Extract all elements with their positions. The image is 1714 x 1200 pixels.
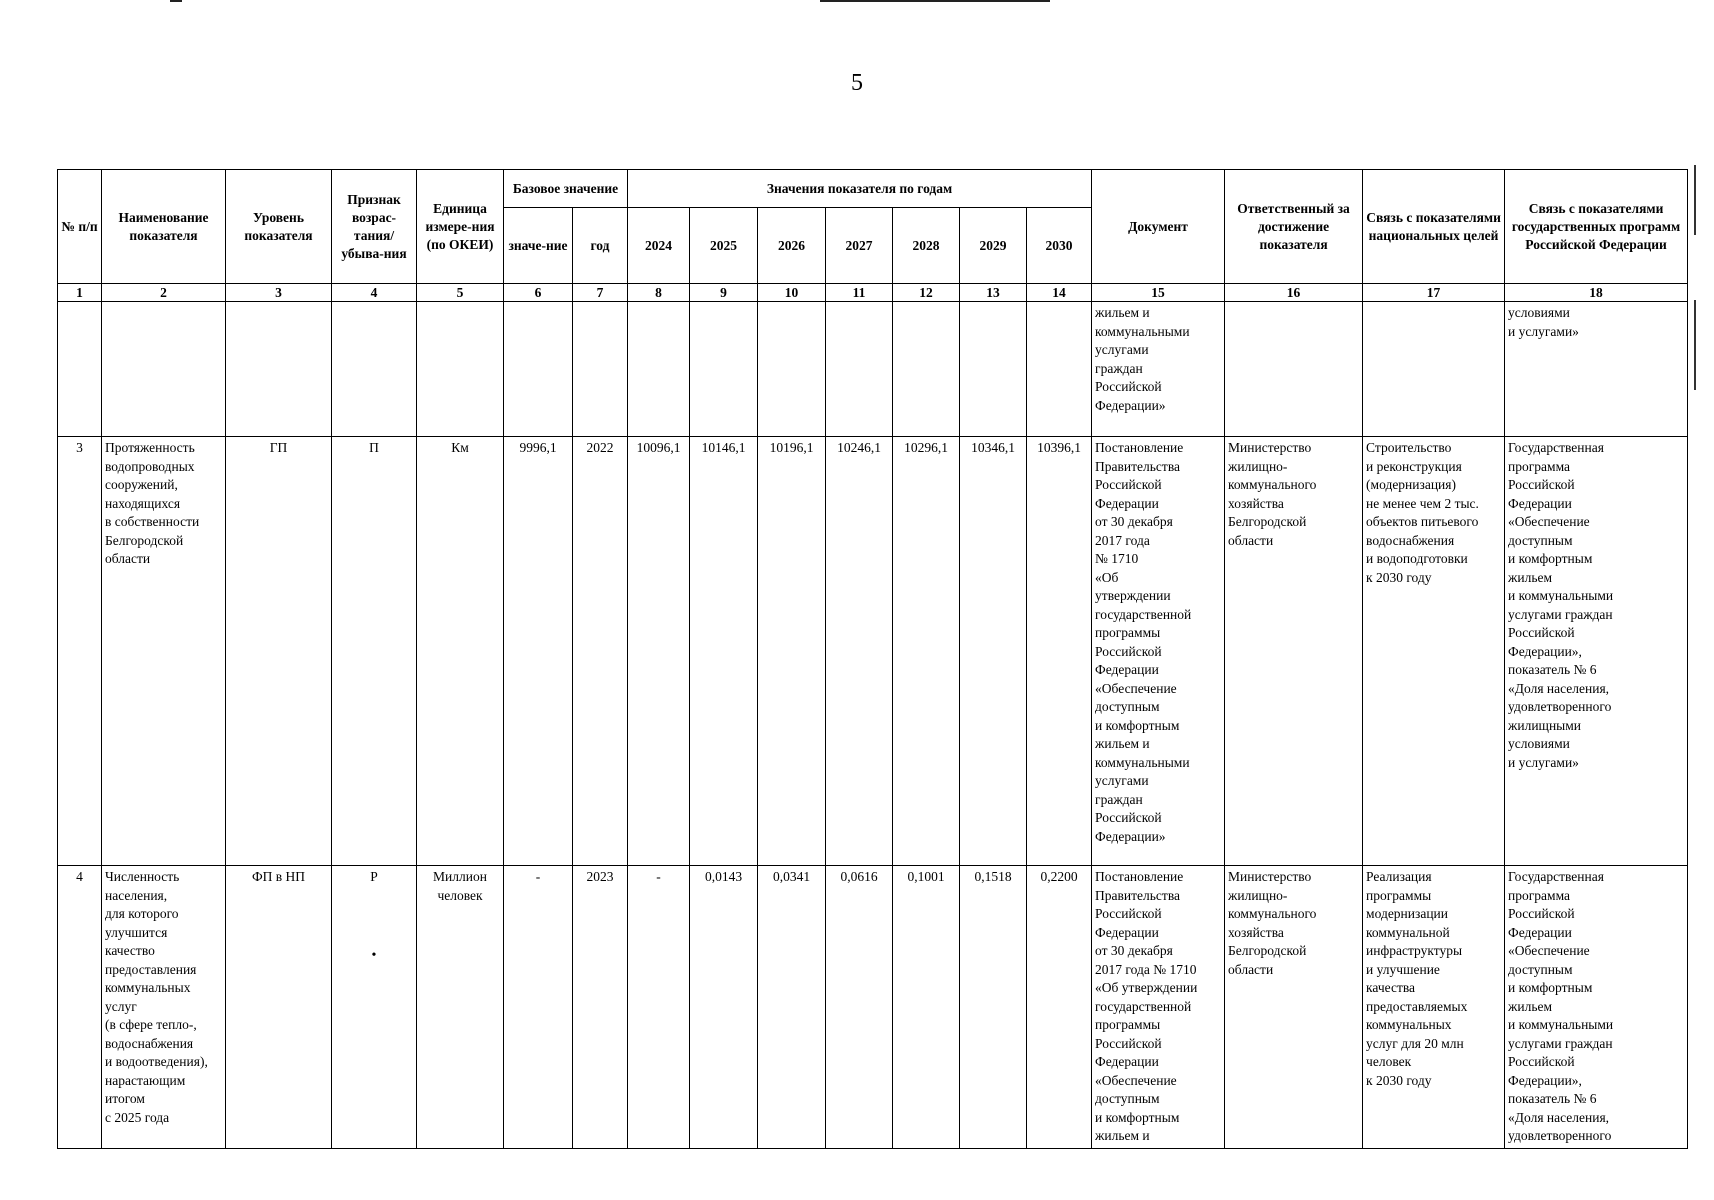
header-sign: Признак возрас-тания/ убыва-ния (332, 170, 417, 284)
cell-value-2030 (1027, 302, 1092, 437)
cell-value-2024: 10096,1 (628, 437, 690, 866)
cell-num (58, 302, 102, 437)
table-row (58, 302, 1688, 437)
cell-level: ГП (226, 437, 332, 866)
cell-name: Численность населения, для которого улучшится качество предоставления коммунальных услуг (в сфере тепло-, водоснабжения и водоотведения), нарастающим итогом с 2025 года (102, 866, 226, 1149)
cell-value-2025: 0,0143 (690, 866, 758, 1149)
column-number: 2 (102, 284, 226, 302)
cell-value-2029: 0,1518 (960, 866, 1027, 1149)
header-year-2028: 2028 (893, 208, 960, 284)
column-number: 17 (1363, 284, 1505, 302)
column-number: 7 (573, 284, 628, 302)
cell-num: 3 (58, 437, 102, 866)
header-values-by-year: Значения показателя по годам (628, 170, 1092, 208)
column-number: 10 (758, 284, 826, 302)
header-name: Наименование показателя (102, 170, 226, 284)
cell-national-goals: Строительство и реконструкция (модернизация) не менее чем 2 тыс. объектов питьевого водоснабжения и водоподготовки к 2030 году (1363, 437, 1505, 866)
scan-edge-mark (1694, 165, 1696, 235)
cell-value-2030: 0,2200 (1027, 866, 1092, 1149)
cell-base-value (504, 302, 573, 437)
header-num: № п/п (58, 170, 102, 284)
cell-base-year (573, 302, 628, 437)
page-number: 5 (851, 70, 863, 96)
header-base: Базовое значение (504, 170, 628, 208)
cell-national-goals (1363, 302, 1505, 437)
column-number: 14 (1027, 284, 1092, 302)
column-number: 6 (504, 284, 573, 302)
scan-mark-right (820, 0, 1050, 2)
scan-mark-left (170, 0, 182, 2)
header-unit: Единица измере-ния (по ОКЕИ) (417, 170, 504, 284)
cell-unit: Км (417, 437, 504, 866)
column-number: 12 (893, 284, 960, 302)
cell-value-2027 (826, 302, 893, 437)
cell-state-programs: Государственная программа Российской Федерации «Обеспечение доступным и комфортным жильем и коммунальными услугами граждан Российской Федерации», показатель № 6 «Доля населения, удовлетворенного (1505, 866, 1688, 1149)
cell-base-value: - (504, 866, 573, 1149)
cell-value-2025 (690, 302, 758, 437)
cell-level: ФП в НП (226, 866, 332, 1149)
header-year-2024: 2024 (628, 208, 690, 284)
cell-value-2025: 10146,1 (690, 437, 758, 866)
cell-document: Постановление Правительства Российской Федерации от 30 декабря 2017 года № 1710 «Об утверждении государственной программы Российской Федерации «Обеспечение доступным и комфортным жильем и коммунальными услугами граждан Российской Федерации» (1092, 437, 1225, 866)
cell-document: Постановление Правительства Российской Федерации от 30 декабря 2017 года № 1710 «Об утверждении государственной программы Российской Федерации «Обеспечение доступным и комфортным жильем и (1092, 866, 1225, 1149)
cell-value-2028: 10296,1 (893, 437, 960, 866)
cell-value-2027: 10246,1 (826, 437, 893, 866)
cell-document: жильем и коммунальными услугами граждан Российской Федерации» (1092, 302, 1225, 437)
column-numbers-row (58, 284, 1688, 302)
column-number: 5 (417, 284, 504, 302)
column-number: 16 (1225, 284, 1363, 302)
column-number: 8 (628, 284, 690, 302)
cell-name (102, 302, 226, 437)
cell-level (226, 302, 332, 437)
cell-responsible: Министерство жилищно- коммунального хозяйства Белгородской области (1225, 866, 1363, 1149)
header-year-2026: 2026 (758, 208, 826, 284)
header-state-programs: Связь с показателями государственных программ Российской Федерации (1505, 170, 1688, 284)
column-number: 1 (58, 284, 102, 302)
header-national-goals: Связь с показателями национальных целей (1363, 170, 1505, 284)
header-year-2029: 2029 (960, 208, 1027, 284)
column-number: 11 (826, 284, 893, 302)
cell-sign (332, 302, 417, 437)
cell-sign: П (332, 437, 417, 866)
cell-value-2028 (893, 302, 960, 437)
cell-value-2026: 0,0341 (758, 866, 826, 1149)
cell-value-2024: - (628, 866, 690, 1149)
cell-state-programs: условиями и услугами» (1505, 302, 1688, 437)
cell-base-year: 2023 (573, 866, 628, 1149)
cell-value-2026 (758, 302, 826, 437)
cell-value-2029 (960, 302, 1027, 437)
column-number: 4 (332, 284, 417, 302)
column-number: 15 (1092, 284, 1225, 302)
header-base-value: значе-ние (504, 208, 573, 284)
header-document: Документ (1092, 170, 1225, 284)
header-base-year: год (573, 208, 628, 284)
cell-state-programs: Государственная программа Российской Федерации «Обеспечение доступным и комфортным жильем и коммунальными услугами граждан Российской Федерации», показатель № 6 «Доля населения, удовлетворенного жилищными условиями и услугами» (1505, 437, 1688, 866)
cell-sign-wrap (332, 866, 417, 1149)
cell-value-2027: 0,0616 (826, 866, 893, 1149)
table-row (58, 866, 1688, 1149)
cell-value-2029: 10346,1 (960, 437, 1027, 866)
header-year-2027: 2027 (826, 208, 893, 284)
cell-responsible (1225, 302, 1363, 437)
header-level: Уровень показателя (226, 170, 332, 284)
column-number: 13 (960, 284, 1027, 302)
cell-base-value: 9996,1 (504, 437, 573, 866)
cell-base-year: 2022 (573, 437, 628, 866)
table-row (58, 437, 1688, 866)
cell-value-2024 (628, 302, 690, 437)
cell-value-2026: 10196,1 (758, 437, 826, 866)
cell-num: 4 (58, 866, 102, 1149)
cell-unit: Миллион человек (417, 866, 504, 1149)
cell-name: Протяженность водопроводных сооружений, находящихся в собственности Белгородской области (102, 437, 226, 866)
column-number: 3 (226, 284, 332, 302)
scan-edge-mark (1694, 300, 1696, 390)
cell-sign: Р (370, 869, 378, 884)
cell-value-2030: 10396,1 (1027, 437, 1092, 866)
header-year-2025: 2025 (690, 208, 758, 284)
column-number: 18 (1505, 284, 1688, 302)
header-year-2030: 2030 (1027, 208, 1092, 284)
cell-national-goals: Реализация программы модернизации коммунальной инфраструктуры и улучшение качества предоставляемых коммунальных услуг для 20 млн человек к 2030 году (1363, 866, 1505, 1149)
header-responsible: Ответственный за достижение показателя (1225, 170, 1363, 284)
scan-dot: • (371, 947, 377, 963)
cell-responsible: Министерство жилищно- коммунального хозяйства Белгородской области (1225, 437, 1363, 866)
cell-unit (417, 302, 504, 437)
cell-value-2028: 0,1001 (893, 866, 960, 1149)
indicators-table (57, 169, 1688, 1149)
column-number: 9 (690, 284, 758, 302)
